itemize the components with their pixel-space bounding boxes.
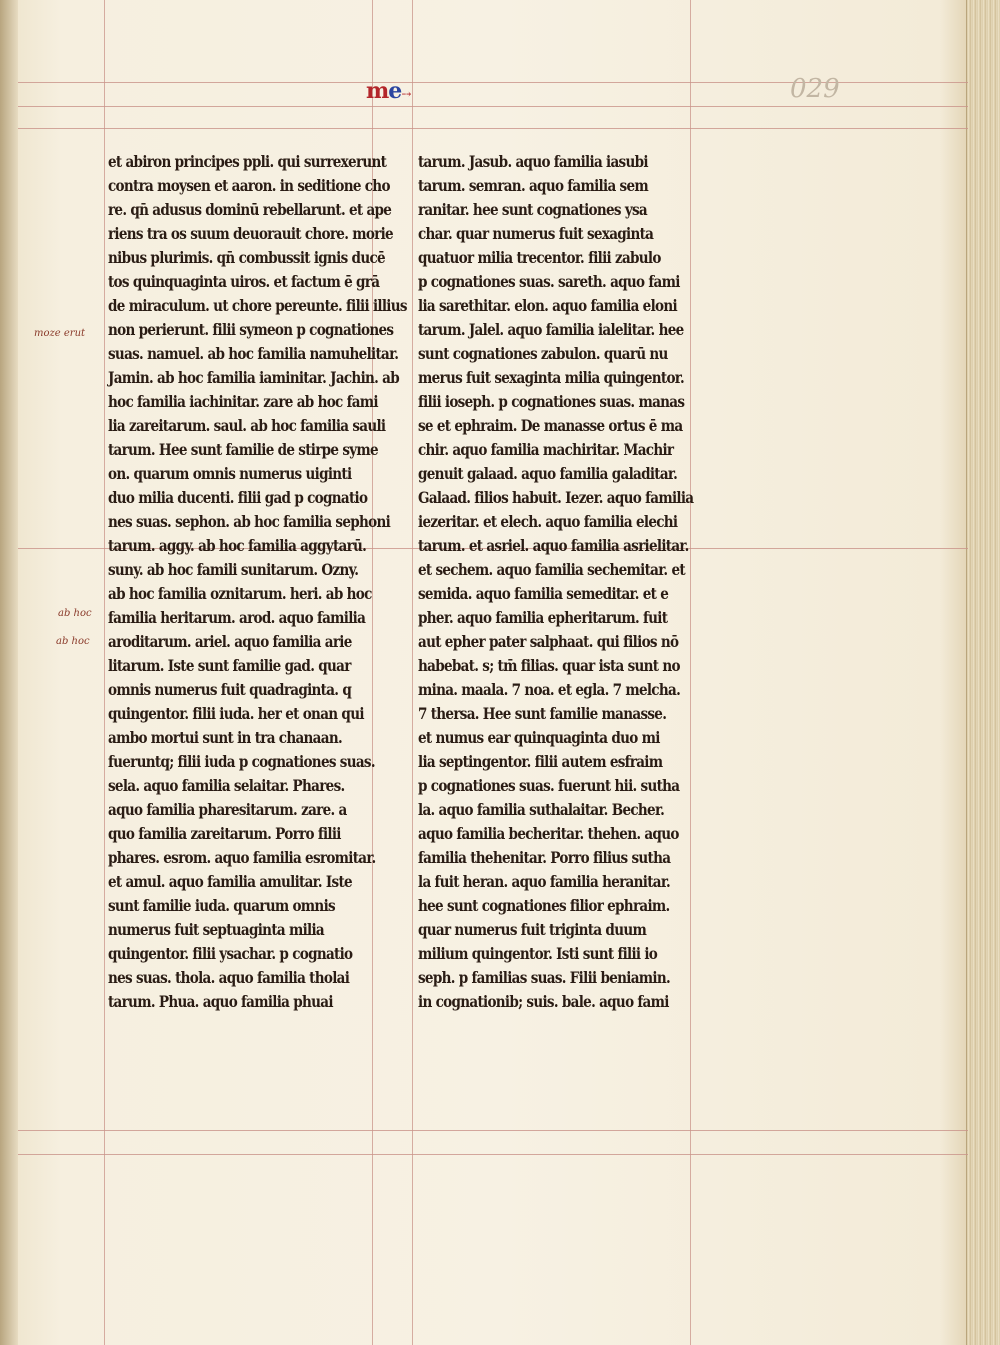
text-line: familia thehenitar. Porro filius sutha [418,849,671,867]
text-line: et numus ear quinquaginta duo mi [418,729,660,747]
text-line: hoc familia iachinitar. zare ab hoc fami [108,393,378,411]
text-line: et amul. aquo familia amulitar. Iste [108,873,352,891]
text-line: aquo familia pharesitarum. zare. a [108,801,347,819]
text-line: aquo familia becheritar. thehen. aquo [418,825,679,843]
text-line: iezeritar. et elech. aquo familia elechi [418,513,678,531]
text-line: tarum. Hee sunt familie de stirpe syme [108,441,378,459]
text-line: suny. ab hoc famili sunitarum. Ozny. [108,561,359,579]
text-line: hee sunt cognationes filior ephraim. [418,897,670,915]
text-line: de miraculum. ut chore pereunte. filii illius [108,297,407,315]
right-text-column [418,150,698,1014]
text-line: nes suas. sephon. ab hoc familia sephoni [108,513,391,531]
text-line: duo milia ducenti. filii gad p cognatio [108,489,368,507]
text-line: ambo mortui sunt in tra chanaan. [108,729,342,747]
text-line: p cognationes suas. fuerunt hii. sutha [418,777,680,795]
margin-note: ab hoc [58,608,92,619]
text-line: semida. aquo familia semeditar. et e [418,585,669,603]
text-line: mina. maala. 7 noa. et egla. 7 melcha. [418,681,681,699]
text-line: aroditarum. ariel. aquo familia arie [108,633,352,651]
text-line: non perierunt. filii symeon p cognationes [108,321,394,339]
text-line: milium quingentor. Isti sunt filii io [418,945,658,963]
text-line: lia septingentor. filii autem esfraim [418,753,663,771]
text-line: la. aquo familia suthalaitar. Becher. [418,801,665,819]
text-line: genuit galaad. aquo familia galaditar. [418,465,678,483]
text-line: sela. aquo familia selaitar. Phares. [108,777,345,795]
margin-note: moze erut [34,328,86,339]
text-line: sunt cognationes zabulon. quarū nu [418,345,668,363]
text-line: riens tra os suum deuorauit chore. morie [108,225,393,243]
text-line: 7 thersa. Hee sunt familie manasse. [418,705,667,723]
text-line: suas. namuel. ab hoc familia namuhelitar. [108,345,399,363]
text-line: ranitar. hee sunt cognationes ysa [418,201,648,219]
text-line: p cognationes suas. sareth. aquo fami [418,273,680,291]
page-fore-edge [966,0,1000,1345]
ruling-line [412,0,413,1345]
flourish: ⤍ [401,87,411,101]
text-line: lia zareitarum. saul. ab hoc familia sauli [108,417,386,435]
text-line: se et ephraim. De manasse ortus ē ma [418,417,683,435]
text-line: quingentor. filii ysachar. p cognatio [108,945,353,963]
text-line: tarum. semran. aquo familia sem [418,177,648,195]
binding-gutter [0,0,18,1345]
margin-note: ab hoc [56,636,90,647]
text-line: quar numerus fuit triginta duum [418,921,647,939]
text-line: quo familia zareitarum. Porro filii [108,825,341,843]
text-line: omnis numerus fuit quadraginta. q [108,681,352,699]
ruling-line [104,0,105,1345]
text-line: tarum. Jalel. aquo familia ialelitar. hee [418,321,684,339]
initial-red: m [366,78,389,104]
running-title [366,78,410,104]
text-line: in cognationib; suis. bale. aquo fami [418,993,669,1011]
text-line: tarum. Phua. aquo familia phuai [108,993,333,1011]
initial-blue: e [388,78,402,104]
text-line: la fuit heran. aquo familia heranitar. [418,873,671,891]
text-line: quatuor milia trecentor. filii zabulo [418,249,661,267]
text-line: tos quinquaginta uiros. et factum ē grā [108,273,380,291]
text-line: seph. p familias suas. Filii beniamin. [418,969,671,987]
text-line: Galaad. filios habuit. Iezer. aquo familia [418,489,694,507]
text-line: contra moysen et aaron. in seditione cho [108,177,390,195]
text-line: aut epher pater salphaat. qui filios nō [418,633,679,651]
text-line: pher. aquo familia epheritarum. fuit [418,609,668,627]
left-text-column [108,150,407,1014]
text-line: merus fuit sexaginta milia quingentor. [418,369,685,387]
text-line: familia heritarum. arod. aquo familia [108,609,366,627]
text-line: Jamin. ab hoc familia iaminitar. Jachin. ab [108,369,400,387]
ruling-line [18,1130,968,1131]
text-line: tarum. aggy. ab hoc familia aggytarū. [108,537,367,555]
text-line: char. quar numerus fuit sexaginta [418,225,654,243]
ruling-line [18,106,968,107]
text-line: sunt familie iuda. quarum omnis [108,897,335,915]
folio-number: 029 [790,74,840,104]
text-line: nibus plurimis. qn̄ combussit ignis ducē [108,249,385,267]
text-line: ab hoc familia oznitarum. heri. ab hoc [108,585,372,603]
text-line: lia sarethitar. elon. aquo familia eloni [418,297,677,315]
text-line: chir. aquo familia machiritar. Machir [418,441,674,459]
text-line: numerus fuit septuaginta milia [108,921,324,939]
text-line: habebat. s; tm̄ filias. quar ista sunt no [418,657,680,675]
text-line: et abiron principes ppli. qui surrexerunt [108,153,387,171]
text-line: phares. esrom. aquo familia esromitar. [108,849,376,867]
ruling-line [18,1154,968,1155]
text-line: on. quarum omnis numerus uiginti [108,465,352,483]
text-line: re. qn̄ adusus dominū rebellarunt. et ape [108,201,392,219]
text-line: nes suas. thola. aquo familia tholai [108,969,350,987]
text-line: et sechem. aquo familia sechemitar. et [418,561,685,579]
text-line: tarum. Jasub. aquo familia iasubi [418,153,648,171]
text-line: tarum. et asriel. aquo familia asrielitar. [418,537,689,555]
text-line: filii ioseph. p cognationes suas. manas [418,393,685,411]
text-line: fueruntq; filii iuda p cognationes suas. [108,753,375,771]
text-line: quingentor. filii iuda. her et onan qui [108,705,364,723]
ruling-line [18,128,968,129]
text-line: litarum. Iste sunt familie gad. quar [108,657,351,675]
